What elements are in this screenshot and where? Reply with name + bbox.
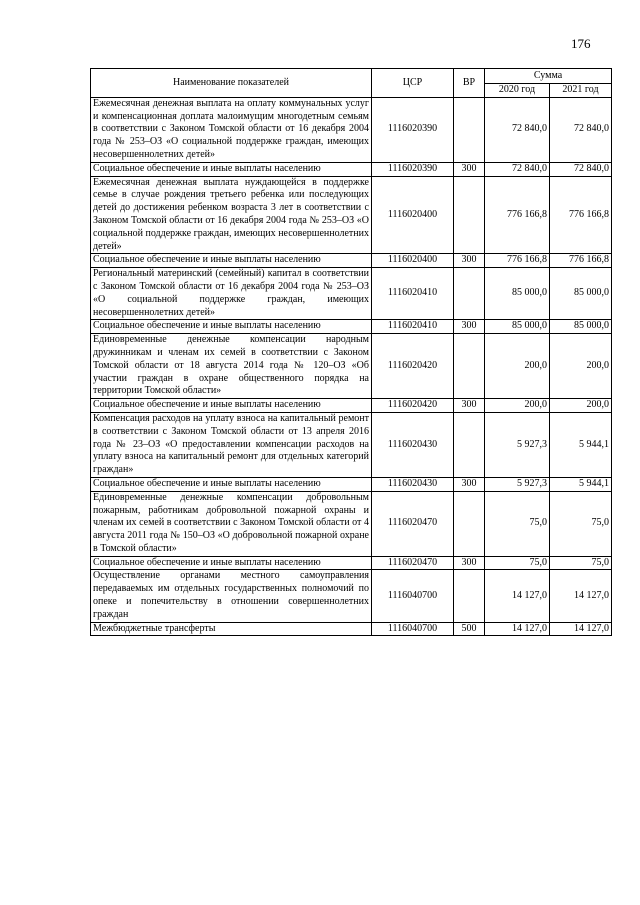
row-sum-2020: 72 840,0 xyxy=(485,97,550,162)
table-row xyxy=(91,477,612,491)
row-sum-2021: 200,0 xyxy=(550,399,612,413)
row-name: Ежемесячная денежная выплата на оплату коммунальных услуг и компенсационная доплата малоимущим многодетным семьям в соответствии с Законом Томской области от 16 декабря 2004 года № 253–ОЗ «О социальной поддержке граждан, имеющих несовершеннолетних детей» xyxy=(91,97,372,162)
table-row xyxy=(91,399,612,413)
table-row xyxy=(91,334,612,399)
header-year-2020: 2020 год xyxy=(485,84,550,98)
row-sum-2021: 5 944,1 xyxy=(550,412,612,477)
row-csr: 1116020470 xyxy=(372,491,454,556)
row-sum-2021: 72 840,0 xyxy=(550,97,612,162)
page-number: 176 xyxy=(571,36,591,51)
row-sum-2021: 200,0 xyxy=(550,334,612,399)
row-csr: 1116040700 xyxy=(372,570,454,622)
row-sum-2021: 14 127,0 xyxy=(550,570,612,622)
row-sum-2020: 75,0 xyxy=(485,491,550,556)
table-row xyxy=(91,320,612,334)
row-sum-2021: 85 000,0 xyxy=(550,268,612,320)
row-sum-2021: 776 166,8 xyxy=(550,254,612,268)
row-sum-2020: 85 000,0 xyxy=(485,320,550,334)
row-vr xyxy=(454,334,485,399)
row-sum-2021: 72 840,0 xyxy=(550,162,612,176)
table-body xyxy=(91,97,612,636)
row-sum-2020: 85 000,0 xyxy=(485,268,550,320)
row-csr: 1116020410 xyxy=(372,268,454,320)
table-row xyxy=(91,176,612,254)
row-name: Единовременные денежные компенсации народным дружинникам и членам их семей в соответствии с Законом Томской области от 18 августа 2014 года № 120–ОЗ «Об участии граждан в охране общественного порядка на территории Томской области» xyxy=(91,334,372,399)
row-sum-2020: 200,0 xyxy=(485,334,550,399)
row-name: Региональный материнский (семейный) капитал в соответствии с Законом Томской области от 16 декабря 2004 года № 253–ОЗ «О социальной поддержке граждан, имеющих несовершеннолетних детей» xyxy=(91,268,372,320)
budget-table xyxy=(90,68,612,636)
row-sum-2021: 75,0 xyxy=(550,556,612,570)
row-vr: 300 xyxy=(454,399,485,413)
row-csr: 1116020390 xyxy=(372,97,454,162)
table-row xyxy=(91,162,612,176)
table-row xyxy=(91,268,612,320)
row-sum-2020: 72 840,0 xyxy=(485,162,550,176)
row-name: Социальное обеспечение и иные выплаты населению xyxy=(91,162,372,176)
row-csr: 1116020430 xyxy=(372,477,454,491)
header-year-2021: 2021 год xyxy=(550,84,612,98)
row-vr xyxy=(454,570,485,622)
row-vr xyxy=(454,491,485,556)
row-name: Ежемесячная денежная выплата нуждающейся в поддержке семье в случае рождения третьего ребенка или последующих детей до достижения ребенком возраста 3 лет в соответствии с Законом Томской области от 16 декабря 2004 года № 253–ОЗ «О социальной поддержке граждан, имеющих несовершеннолетних детей» xyxy=(91,176,372,254)
row-vr: 300 xyxy=(454,320,485,334)
table-row xyxy=(91,570,612,622)
header-sum: Сумма xyxy=(485,69,612,84)
table-row xyxy=(91,622,612,636)
row-name: Социальное обеспечение и иные выплаты населению xyxy=(91,320,372,334)
table-row xyxy=(91,97,612,162)
row-csr: 1116020400 xyxy=(372,176,454,254)
row-vr xyxy=(454,268,485,320)
row-name: Социальное обеспечение и иные выплаты населению xyxy=(91,399,372,413)
row-sum-2021: 14 127,0 xyxy=(550,622,612,636)
row-sum-2021: 75,0 xyxy=(550,491,612,556)
row-sum-2020: 200,0 xyxy=(485,399,550,413)
row-vr xyxy=(454,97,485,162)
row-csr: 1116020400 xyxy=(372,254,454,268)
row-sum-2021: 85 000,0 xyxy=(550,320,612,334)
row-sum-2020: 14 127,0 xyxy=(485,622,550,636)
header-vr: ВР xyxy=(454,69,485,98)
row-vr xyxy=(454,412,485,477)
row-csr: 1116020420 xyxy=(372,399,454,413)
row-name: Единовременные денежные компенсации добровольным пожарным, работникам добровольной пожарной охраны и членам их семей в соответствии с Законом Томской области от 4 августа 2011 года № 150–ОЗ «О добровольной пожарной охране в Томской области» xyxy=(91,491,372,556)
row-vr: 300 xyxy=(454,162,485,176)
row-sum-2020: 776 166,8 xyxy=(485,176,550,254)
table-row xyxy=(91,556,612,570)
row-sum-2021: 5 944,1 xyxy=(550,477,612,491)
table-row xyxy=(91,254,612,268)
table-row xyxy=(91,491,612,556)
row-name: Межбюджетные трансферты xyxy=(91,622,372,636)
row-sum-2020: 14 127,0 xyxy=(485,570,550,622)
row-csr: 1116020390 xyxy=(372,162,454,176)
row-csr: 1116020420 xyxy=(372,334,454,399)
row-csr: 1116020410 xyxy=(372,320,454,334)
row-csr: 1116020470 xyxy=(372,556,454,570)
row-vr: 500 xyxy=(454,622,485,636)
row-name: Социальное обеспечение и иные выплаты населению xyxy=(91,556,372,570)
header-name: Наименование показателей xyxy=(91,69,372,98)
row-vr xyxy=(454,176,485,254)
row-name: Социальное обеспечение и иные выплаты населению xyxy=(91,477,372,491)
row-vr: 300 xyxy=(454,477,485,491)
row-sum-2020: 75,0 xyxy=(485,556,550,570)
row-name: Социальное обеспечение и иные выплаты населению xyxy=(91,254,372,268)
row-csr: 1116040700 xyxy=(372,622,454,636)
row-vr: 300 xyxy=(454,556,485,570)
row-sum-2020: 776 166,8 xyxy=(485,254,550,268)
header-csr: ЦСР xyxy=(372,69,454,98)
table-row xyxy=(91,412,612,477)
row-vr: 300 xyxy=(454,254,485,268)
row-name: Осуществление органами местного самоуправления передаваемых им отдельных государственных полномочий по опеке и попечительству в отношении совершеннолетних граждан xyxy=(91,570,372,622)
row-csr: 1116020430 xyxy=(372,412,454,477)
row-sum-2021: 776 166,8 xyxy=(550,176,612,254)
row-sum-2020: 5 927,3 xyxy=(485,477,550,491)
row-sum-2020: 5 927,3 xyxy=(485,412,550,477)
row-name: Компенсация расходов на уплату взноса на капитальный ремонт в соответствии с Законом Томской области от 13 апреля 2016 года № 23–ОЗ «О предоставлении компенсации расходов на уплату взноса на капитальный ремонт для отдельных категорий граждан» xyxy=(91,412,372,477)
